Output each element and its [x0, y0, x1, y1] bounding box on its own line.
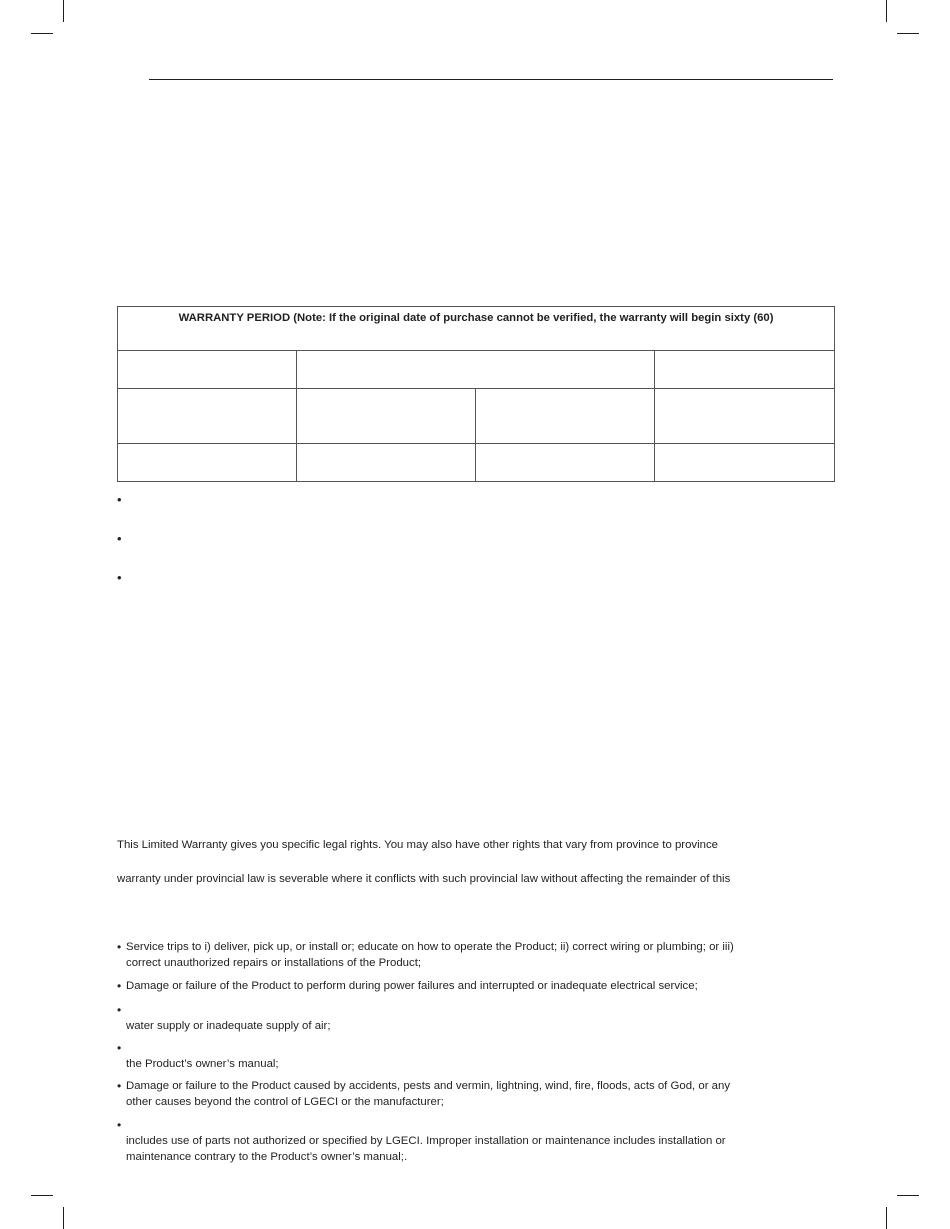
- table-cell: [118, 389, 297, 444]
- crop-mark-top-right-horizontal: [897, 33, 919, 34]
- exclusion-line: includes use of parts not authorized or specified by LGECI. Improper installation or maintenance includes installation or: [126, 1135, 726, 1147]
- exclusion-line: Damage or failure to the Product caused by accidents, pests and vermin, lightning, wind, fire, floods, acts of God, or any: [126, 1080, 731, 1092]
- table-cell: [297, 444, 476, 482]
- crop-mark-bottom-right-vertical: [886, 1207, 887, 1229]
- crop-mark-bottom-left-horizontal: [31, 1195, 53, 1196]
- exclusion-line: [126, 1117, 817, 1133]
- crop-mark-top-left-horizontal: [31, 33, 53, 34]
- exclusion-line: correct unauthorized repairs or installations of the Product;: [126, 957, 422, 969]
- exclusion-line: water supply or inadequate supply of air;: [126, 1020, 331, 1032]
- table-row: [118, 444, 835, 482]
- table-cell: [655, 351, 835, 389]
- warranty-period-table: [117, 306, 835, 482]
- bullet-marker: •: [117, 940, 122, 954]
- table-row: [118, 389, 835, 444]
- exclusion-item: [117, 978, 817, 994]
- exclusion-line: the Product’s owner’s manual;: [126, 1058, 279, 1070]
- bullet-marker: •: [117, 531, 122, 546]
- bullet-marker: •: [117, 1118, 122, 1132]
- exclusion-line: maintenance contrary to the Product’s owner’s manual;.: [126, 1151, 408, 1163]
- bullet-marker: •: [117, 979, 122, 993]
- table-cell: [655, 389, 835, 444]
- exclusion-item: [117, 1117, 817, 1165]
- exclusion-item: [117, 1040, 817, 1072]
- exclusion-item: [117, 939, 817, 971]
- crop-mark-bottom-left-vertical: [63, 1207, 64, 1229]
- table-cell: [118, 444, 297, 482]
- bullet-marker: •: [117, 492, 122, 507]
- table-cell: [655, 444, 835, 482]
- exclusion-line: Damage or failure of the Product to perform during power failures and interrupted or inadequate electrical service;: [126, 980, 698, 992]
- bullet-marker: •: [117, 1003, 122, 1017]
- warranty-period-caption: WARRANTY PERIOD (Note: If the original date of purchase cannot be verified, the warranty will begin sixty (60): [118, 307, 835, 351]
- header-rule: [149, 79, 833, 80]
- legal-rights-paragraph: This Limited Warranty gives you specific legal rights. You may also have other rights that vary from province to province: [117, 839, 719, 851]
- exclusion-line: [126, 1002, 817, 1018]
- table-row: [118, 351, 835, 389]
- severability-paragraph: warranty under provincial law is severable where it conflicts with such provincial law without affecting the remainder of this: [117, 873, 731, 885]
- table-cell: [297, 351, 655, 389]
- exclusion-line: [126, 1040, 817, 1056]
- table-cell: [476, 389, 655, 444]
- table-cell: [476, 444, 655, 482]
- bullet-marker: •: [117, 570, 122, 585]
- crop-mark-top-left-vertical: [63, 0, 64, 22]
- table-cell: [118, 351, 297, 389]
- exclusion-item: [117, 1002, 817, 1034]
- exclusion-line: Service trips to i) deliver, pick up, or install or; educate on how to operate the Product; ii) correct wiring or plumbing; or iii): [126, 941, 734, 953]
- crop-mark-bottom-right-horizontal: [897, 1195, 919, 1196]
- table-cell: [297, 389, 476, 444]
- exclusion-line: other causes beyond the control of LGECI or the manufacturer;: [126, 1096, 444, 1108]
- bullet-marker: •: [117, 1041, 122, 1055]
- crop-mark-top-right-vertical: [886, 0, 887, 22]
- exclusion-item: [117, 1078, 817, 1110]
- bullet-marker: •: [117, 1079, 122, 1093]
